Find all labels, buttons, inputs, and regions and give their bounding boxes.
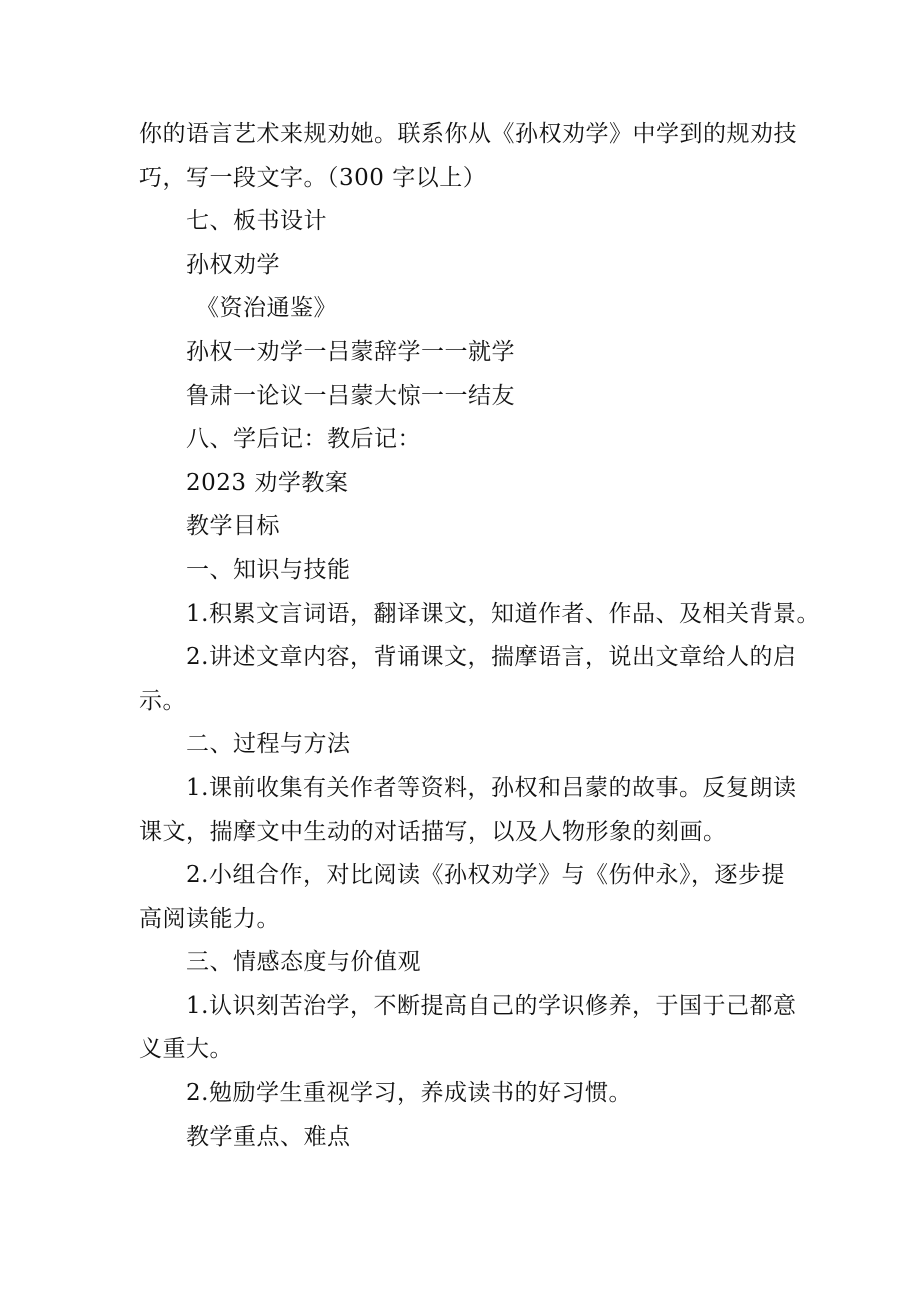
section-heading: 二、过程与方法 — [186, 731, 351, 758]
text-line: 孙权一劝学一吕蒙辞学一一就学 — [186, 338, 515, 365]
text-line: 义重大。 — [139, 1036, 233, 1063]
text-line: 课文，揣摩文中生动的对话描写，以及人物形象的刻画。 — [139, 818, 727, 845]
list-item: 1.积累文言词语，翻译课文，知道作者、作品、及相关背景。 — [186, 600, 820, 627]
text-line: 高阅读能力。 — [139, 905, 280, 932]
list-item: 1.课前收集有关作者等资料，孙权和吕蒙的故事。反复朗读 — [186, 774, 797, 801]
list-item: 2.讲述文章内容，背诵课文，揣摩语言，说出文章给人的启 — [186, 644, 797, 671]
text-line: 你的语言艺术来规劝她。联系你从《孙权劝学》中学到的规劝技 — [139, 121, 797, 147]
section-heading: 八、学后记：教后记： — [186, 426, 421, 453]
list-item: 2.小组合作，对比阅读《孙权劝学》与《伤仲永》，逐步提 — [186, 862, 785, 889]
section-heading: 七、板书设计 — [186, 208, 327, 235]
list-item: 1.认识刻苦治学，不断提高自己的学识修养，于国于己都意 — [186, 992, 797, 1019]
section-heading: 三、情感态度与价值观 — [186, 949, 421, 976]
text-line: 《资治通鉴》 — [196, 295, 337, 322]
text-line: 示。 — [139, 687, 186, 714]
section-heading: 教学目标 — [186, 513, 280, 540]
list-item: 2.勉励学生重视学习，养成读书的好习惯。 — [186, 1080, 632, 1107]
text-line: 鲁肃一论议一吕蒙大惊一一结友 — [186, 382, 515, 409]
text-line: 孙权劝学 — [186, 251, 280, 278]
text-line: 巧，写一段文字。（300 字以上） — [139, 164, 487, 191]
section-heading: 一、知识与技能 — [186, 556, 351, 583]
document-body — [139, 113, 820, 1159]
document-title: 2023 劝学教案 — [186, 469, 349, 496]
section-heading: 教学重点、难点 — [186, 1123, 351, 1150]
